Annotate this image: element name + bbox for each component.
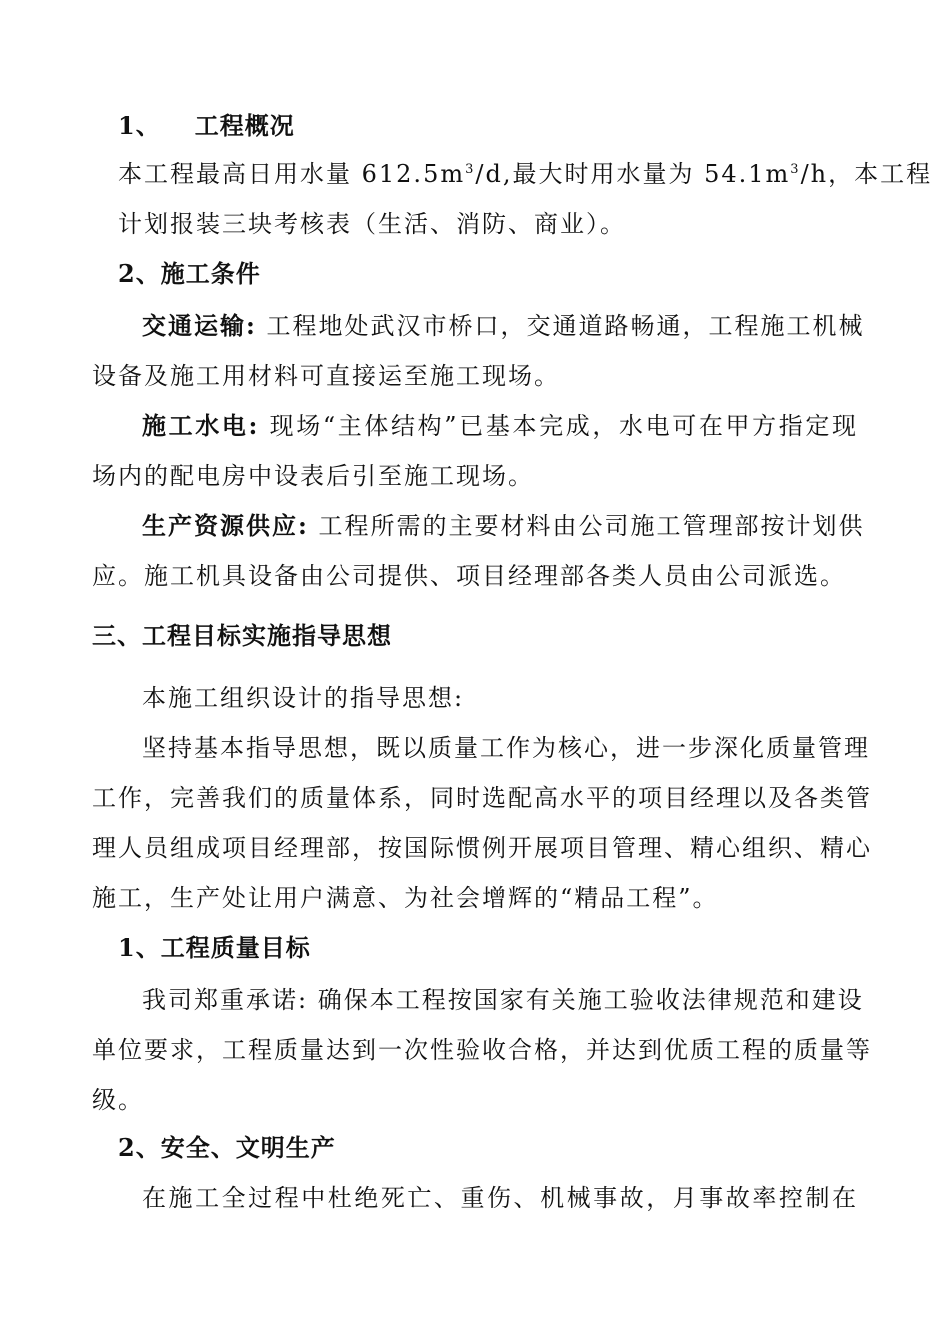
section-heading-guiding: 三、工程目标实施指导思想 [92, 621, 392, 650]
overview-line-2: 计划报装三块考核表（生活、消防、商业）。 [118, 210, 626, 238]
power-label: 施工水电: [142, 411, 260, 440]
power-line-2: 场内的配电房中设表后引至施工现场。 [92, 462, 534, 490]
section-heading-safety: 2、安全、文明生产 [118, 1133, 336, 1162]
section-title: 工程概况 [194, 111, 295, 140]
guide-line-1: 坚持基本指导思想，既以质量工作为核心，进一步深化质量管理 [142, 734, 870, 762]
guide-line-4: 施工，生产处让用户满意、为社会增辉的“精品工程”。 [92, 884, 719, 912]
transport-line-2: 设备及施工用材料可直接运至施工现场。 [92, 362, 560, 390]
transport-label: 交通运输: [142, 311, 257, 340]
supply-line-1 [142, 510, 865, 542]
guide-line-3: 理人员组成项目经理部，按国际惯例开展项目管理、精心组织、精心 [92, 834, 872, 862]
supply-label: 生产资源供应: [142, 511, 309, 540]
overview-line-1 [118, 158, 933, 190]
supply-line-2: 应。施工机具设备由公司提供、项目经理部各类人员由公司派选。 [92, 562, 846, 590]
guide-intro: 本施工组织设计的指导思想: [142, 684, 465, 712]
overview-text-b: /d,最大时用水量为 54.1m [475, 160, 791, 188]
section-heading-quality: 1、工程质量目标 [118, 933, 311, 962]
transport-text: 工程地处武汉市桥口，交通道路畅通，工程施工机械 [256, 312, 865, 340]
transport-line-1 [142, 310, 865, 342]
overview-text-a: 本工程最高日用水量 612.5m [118, 160, 466, 188]
quality-line-2: 单位要求，工程质量达到一次性验收合格，并达到优质工程的质量等 [92, 1036, 872, 1064]
power-line-1 [142, 410, 858, 442]
quality-line-3: 级。 [92, 1086, 144, 1114]
guide-line-2: 工作，完善我们的质量体系，同时选配高水平的项目经理以及各类管 [92, 784, 872, 812]
superscript: 3 [790, 162, 801, 177]
superscript: 3 [465, 162, 476, 177]
section-number: 1、 [118, 111, 161, 140]
section-heading-conditions: 2、施工条件 [118, 259, 261, 288]
safety-line-1: 在施工全过程中杜绝死亡、重伤、机械事故，月事故率控制在 [142, 1184, 858, 1212]
overview-text-c: /h，本工程 [800, 160, 933, 188]
supply-text: 工程所需的主要材料由公司施工管理部按计划供 [308, 512, 865, 540]
quality-line-1: 我司郑重承诺: 确保本工程按国家有关施工验收法律规范和建设 [142, 986, 864, 1014]
section-heading-overview [118, 110, 295, 142]
power-text: 现场“主体结构”已基本完成，水电可在甲方指定现 [259, 412, 858, 440]
